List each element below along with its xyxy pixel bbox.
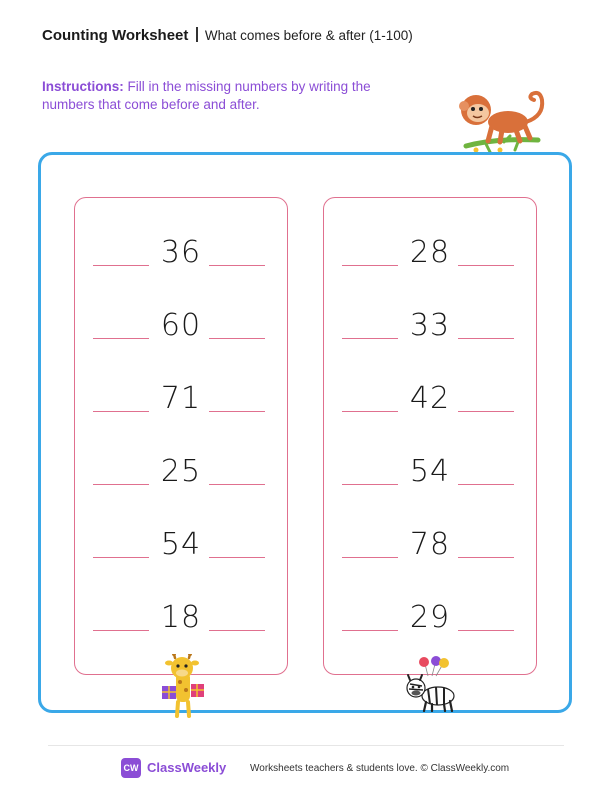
number-row	[324, 370, 536, 420]
giraffe-illustration	[156, 654, 212, 718]
after-blank[interactable]	[209, 484, 265, 485]
after-blank[interactable]	[458, 484, 514, 485]
number-row	[324, 224, 536, 274]
after-blank[interactable]	[458, 265, 514, 266]
after-blank[interactable]	[458, 557, 514, 558]
number-row	[324, 443, 536, 493]
given-number: 71	[160, 381, 202, 416]
number-card-left	[74, 197, 288, 675]
given-number: 25	[160, 454, 202, 489]
number-row	[75, 297, 287, 347]
logo-text: CW	[123, 763, 139, 773]
given-number: 18	[160, 600, 202, 635]
after-blank[interactable]	[458, 338, 514, 339]
after-blank[interactable]	[209, 630, 265, 631]
footer-tagline: Worksheets teachers & students love. © ClassWeekly.com	[250, 763, 510, 774]
after-blank[interactable]	[209, 265, 265, 266]
number-row	[75, 370, 287, 420]
given-number: 54	[409, 454, 451, 489]
monkey-illustration	[456, 86, 548, 156]
given-number: 54	[160, 527, 202, 562]
after-blank[interactable]	[458, 411, 514, 412]
number-row	[75, 224, 287, 274]
instructions	[42, 78, 402, 114]
zebra-illustration	[400, 656, 462, 712]
number-row	[324, 589, 536, 639]
worksheet-subtitle: What comes before & after (1-100)	[204, 28, 413, 43]
number-row	[75, 589, 287, 639]
brand-name: ClassWeekly	[147, 760, 227, 775]
classweekly-logo	[121, 758, 141, 778]
number-row	[324, 516, 536, 566]
after-blank[interactable]	[209, 557, 265, 558]
given-number: 42	[409, 381, 451, 416]
after-blank[interactable]	[209, 411, 265, 412]
given-number: 28	[409, 235, 451, 270]
number-card-right	[323, 197, 537, 675]
given-number: 36	[160, 235, 202, 270]
number-row	[75, 443, 287, 493]
instructions-text: Fill in the missing numbers by writing the numbers that come before and after.	[42, 79, 371, 112]
worksheet-title: Counting Worksheet	[42, 27, 189, 44]
number-row	[75, 516, 287, 566]
given-number: 60	[160, 308, 202, 343]
footer-divider	[48, 745, 564, 746]
worksheet-header	[42, 27, 413, 44]
given-number: 33	[409, 308, 451, 343]
after-blank[interactable]	[209, 338, 265, 339]
given-number: 29	[409, 600, 451, 635]
after-blank[interactable]	[458, 630, 514, 631]
title-divider	[196, 27, 198, 42]
number-row	[324, 297, 536, 347]
given-number: 78	[409, 527, 451, 562]
instructions-label: Instructions:	[42, 79, 124, 94]
